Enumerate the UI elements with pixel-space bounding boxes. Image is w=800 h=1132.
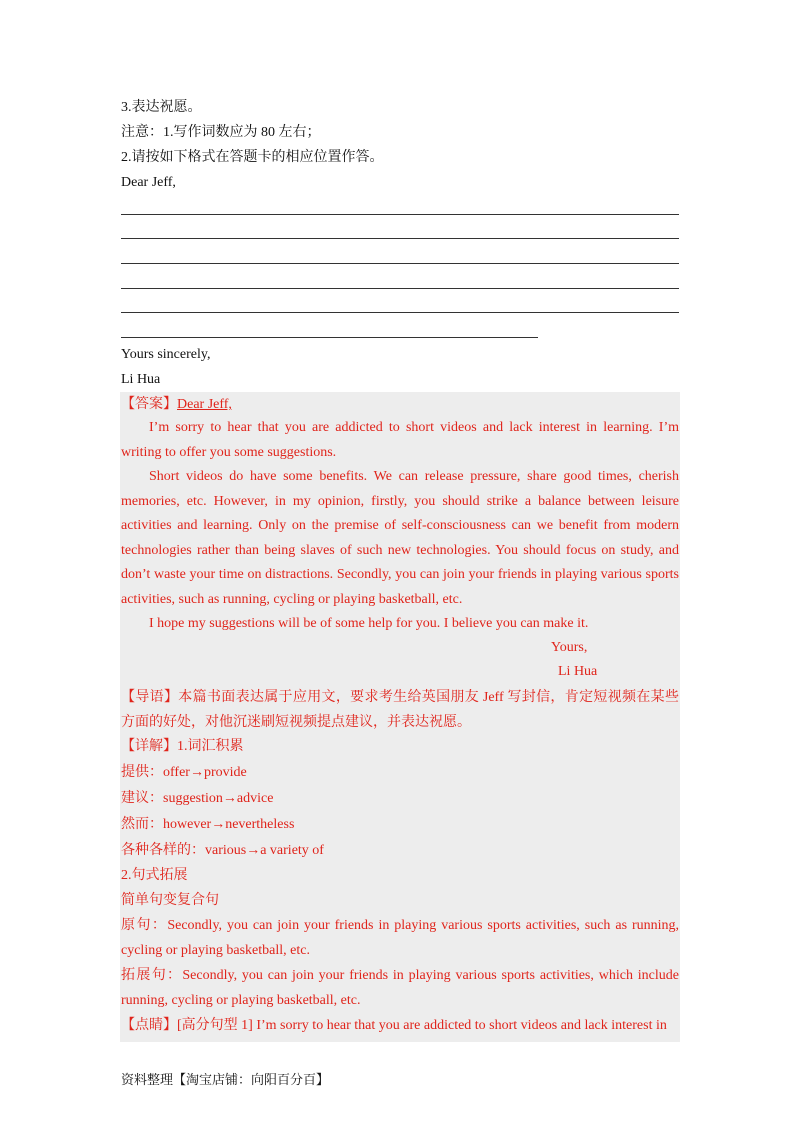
answer-line-1 [121, 214, 679, 215]
answer-header [121, 395, 232, 415]
detail-heading-2: 2.句式拓展 [121, 868, 188, 883]
vocab-item: 建议：suggestion→advice [121, 791, 274, 806]
prompt-note-1: 注意：1.写作词数应为 80 左右； [121, 125, 321, 140]
guide-text: 本篇书面表达属于应用文，要求考生给英国朋友 Jeff 写封信，肯定短视频在某些方面的好处，对他沉迷刷短视频提点建议，并表达祝愿。 [121, 690, 680, 730]
original-text: Secondly, you can join your friends in playing various sports activities, such as running, cycling or playing basketball, etc. [121, 918, 680, 958]
vocab-item: 各种各样的：various→a variety of [121, 843, 324, 858]
detail-heading-1: 1.词汇积累 [177, 739, 244, 754]
answer-greeting: Dear Jeff, [177, 397, 232, 412]
answer-line-5 [121, 312, 679, 313]
answer-line-3 [121, 263, 679, 264]
prompt-item-3: 3.表达祝愿。 [121, 100, 202, 115]
prompt-note-2: 2.请按如下格式在答题卡的相应位置作答。 [121, 150, 384, 165]
answer-line-6 [121, 337, 538, 338]
answer-line-4 [121, 288, 679, 289]
answer-line-2 [121, 238, 679, 239]
answer-closing: Yours, [551, 640, 588, 655]
expanded-sentence [121, 964, 679, 1013]
vocab-item: 然而：however→nevertheless [121, 817, 295, 832]
prompt-signature: Li Hua [121, 372, 161, 387]
original-sentence [121, 914, 679, 963]
answer-paragraph-3: I hope my suggestions will be of some help for you. I believe you can make it. [149, 616, 589, 631]
page-footer: 资料整理【淘宝店铺：向阳百分百】 [121, 1072, 330, 1087]
answer-signature: Li Hua [558, 664, 598, 679]
highlight-line [121, 1016, 679, 1036]
answer-paragraph-2: Short videos do have some benefits. We can release pressure, share good times, cherish memories, etc. However, in my opinion, firstly, you should strike a balance between leisure activities and learning. Only on the premise of self-consciousness can we benefit from modern technologies rather than being slaves of such new technologies. You should focus on study, and don’t waste your time on distractions. Secondly, you can join your friends in playing various sports activities, such as running, cycling or playing basketball, etc. [121, 469, 679, 607]
guide-paragraph [121, 686, 679, 735]
answer-paragraph-1: I’m sorry to hear that you are addicted to short videos and lack interest in learning. I’m writing to offer you some suggestions. [121, 420, 679, 460]
highlight-text: [高分句型 1] I’m sorry to hear that you are addicted to short videos and lack interest in [177, 1018, 667, 1033]
prompt-greeting: Dear Jeff, [121, 175, 176, 190]
vocab-item: 提供：offer→provide [121, 765, 247, 780]
expanded-label: 拓展句： [121, 968, 183, 983]
highlight-tag: 【点睛】 [121, 1018, 177, 1033]
expanded-text: Secondly, you can join your friends in playing various sports activities, which include running, cycling or playing basketball, etc. [121, 968, 679, 1008]
guide-tag: 【导语】 [121, 690, 179, 705]
answer-tag: 【答案】 [121, 397, 177, 412]
detail-header [121, 737, 244, 757]
detail-tag: 【详解】 [121, 739, 177, 754]
detail-sub-heading: 简单句变复合句 [121, 893, 219, 908]
original-label: 原句： [121, 918, 168, 933]
prompt-closing: Yours sincerely, [121, 347, 211, 362]
